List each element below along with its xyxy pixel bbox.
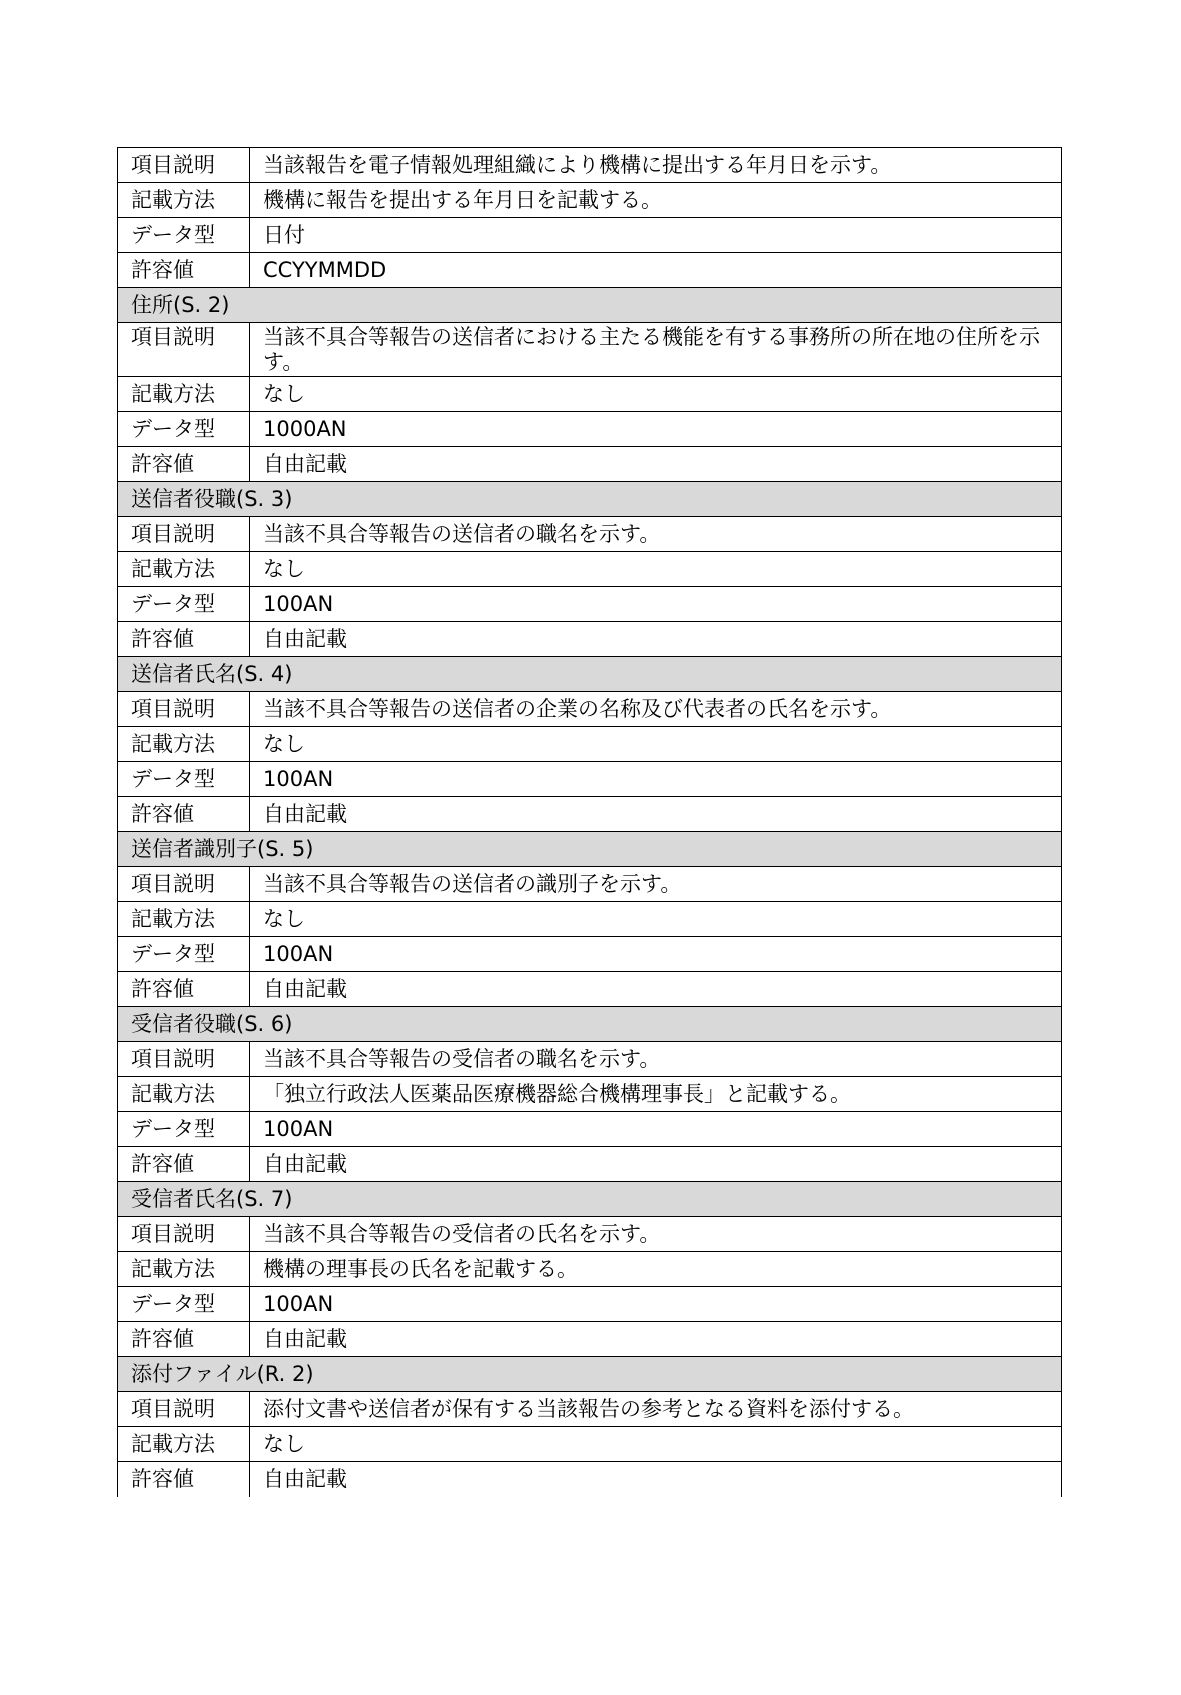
section-header-row — [118, 657, 1062, 692]
field-label: 許容値 — [118, 1147, 250, 1182]
field-label: 許容値 — [118, 972, 250, 1007]
field-value: 100AN — [250, 1287, 1062, 1322]
section-title: 送信者氏名(S. 4) — [118, 657, 1062, 692]
field-label: データ型 — [118, 1287, 250, 1322]
field-row — [118, 1147, 1062, 1182]
field-value: CCYYMMDD — [250, 253, 1062, 288]
field-spec-table — [117, 147, 1062, 1497]
field-value: なし — [250, 377, 1062, 412]
section-title: 受信者役職(S. 6) — [118, 1007, 1062, 1042]
field-label: 項目説明 — [118, 692, 250, 727]
field-value: 自由記載 — [250, 972, 1062, 1007]
field-label: 許容値 — [118, 1462, 250, 1497]
field-label: 記載方法 — [118, 727, 250, 762]
field-value: 自由記載 — [250, 1322, 1062, 1357]
section-header-row — [118, 832, 1062, 867]
field-row — [118, 1322, 1062, 1357]
field-value: 機構の理事長の氏名を記載する。 — [250, 1252, 1062, 1287]
field-value: 当該不具合等報告の送信者の職名を示す。 — [250, 517, 1062, 552]
field-value: 添付文書や送信者が保有する当該報告の参考となる資料を添付する。 — [250, 1392, 1062, 1427]
field-row — [118, 447, 1062, 482]
field-value: なし — [250, 1427, 1062, 1462]
field-value: 100AN — [250, 762, 1062, 797]
field-value: 自由記載 — [250, 1147, 1062, 1182]
section-header-row — [118, 1357, 1062, 1392]
field-value: 自由記載 — [250, 447, 1062, 482]
field-label: 項目説明 — [118, 1042, 250, 1077]
field-row — [118, 972, 1062, 1007]
field-row — [118, 253, 1062, 288]
field-row — [118, 1077, 1062, 1112]
field-label: 記載方法 — [118, 902, 250, 937]
field-row — [118, 1252, 1062, 1287]
field-row — [118, 148, 1062, 183]
field-row — [118, 1462, 1062, 1497]
field-row — [118, 867, 1062, 902]
field-row — [118, 552, 1062, 587]
field-row — [118, 902, 1062, 937]
field-label: データ型 — [118, 412, 250, 447]
section-header-row — [118, 1182, 1062, 1217]
field-value: 当該報告を電子情報処理組織により機構に提出する年月日を示す。 — [250, 148, 1062, 183]
field-row — [118, 377, 1062, 412]
section-header-row — [118, 482, 1062, 517]
field-value: 当該不具合等報告の送信者の企業の名称及び代表者の氏名を示す。 — [250, 692, 1062, 727]
field-value: 当該不具合等報告の送信者の識別子を示す。 — [250, 867, 1062, 902]
section-title: 送信者識別子(S. 5) — [118, 832, 1062, 867]
field-value: 当該不具合等報告の受信者の氏名を示す。 — [250, 1217, 1062, 1252]
field-row — [118, 1427, 1062, 1462]
field-row — [118, 762, 1062, 797]
section-header-row — [118, 288, 1062, 323]
field-row — [118, 727, 1062, 762]
field-label: 記載方法 — [118, 1427, 250, 1462]
field-row — [118, 1042, 1062, 1077]
field-label: データ型 — [118, 762, 250, 797]
field-row — [118, 517, 1062, 552]
section-title: 添付ファイル(R. 2) — [118, 1357, 1062, 1392]
field-value: 「独立行政法人医薬品医療機器総合機構理事長」と記載する。 — [250, 1077, 1062, 1112]
field-value: 機構に報告を提出する年月日を記載する。 — [250, 183, 1062, 218]
field-spec-table-body — [118, 148, 1062, 1497]
field-label: 項目説明 — [118, 323, 250, 377]
field-label: 許容値 — [118, 253, 250, 288]
field-row — [118, 1112, 1062, 1147]
field-label: 項目説明 — [118, 517, 250, 552]
field-label: 許容値 — [118, 1322, 250, 1357]
field-row — [118, 218, 1062, 253]
field-row — [118, 1287, 1062, 1322]
field-row — [118, 692, 1062, 727]
field-value: 自由記載 — [250, 1462, 1062, 1497]
field-row — [118, 1392, 1062, 1427]
field-value: なし — [250, 552, 1062, 587]
field-row — [118, 587, 1062, 622]
field-label: 許容値 — [118, 447, 250, 482]
section-header-row — [118, 1007, 1062, 1042]
field-row — [118, 412, 1062, 447]
field-label: 項目説明 — [118, 1217, 250, 1252]
field-label: 記載方法 — [118, 183, 250, 218]
field-label: 記載方法 — [118, 377, 250, 412]
field-row — [118, 323, 1062, 377]
field-value: 当該不具合等報告の送信者における主たる機能を有する事務所の所在地の住所を示す。 — [250, 323, 1062, 377]
field-label: データ型 — [118, 1112, 250, 1147]
field-value: なし — [250, 727, 1062, 762]
field-row — [118, 797, 1062, 832]
field-row — [118, 937, 1062, 972]
field-label: データ型 — [118, 587, 250, 622]
section-title: 送信者役職(S. 3) — [118, 482, 1062, 517]
field-label: 許容値 — [118, 797, 250, 832]
field-row — [118, 183, 1062, 218]
field-label: 項目説明 — [118, 867, 250, 902]
field-value: なし — [250, 902, 1062, 937]
field-value: 100AN — [250, 587, 1062, 622]
field-value: 自由記載 — [250, 622, 1062, 657]
field-label: 記載方法 — [118, 552, 250, 587]
field-label: データ型 — [118, 218, 250, 253]
section-title: 受信者氏名(S. 7) — [118, 1182, 1062, 1217]
field-label: 項目説明 — [118, 148, 250, 183]
field-label: 項目説明 — [118, 1392, 250, 1427]
field-row — [118, 622, 1062, 657]
field-label: 記載方法 — [118, 1252, 250, 1287]
field-value: 100AN — [250, 1112, 1062, 1147]
field-value: 自由記載 — [250, 797, 1062, 832]
field-label: 許容値 — [118, 622, 250, 657]
section-title: 住所(S. 2) — [118, 288, 1062, 323]
field-label: 記載方法 — [118, 1077, 250, 1112]
field-value: 100AN — [250, 937, 1062, 972]
field-value: 日付 — [250, 218, 1062, 253]
field-label: データ型 — [118, 937, 250, 972]
field-value: 当該不具合等報告の受信者の職名を示す。 — [250, 1042, 1062, 1077]
field-value: 1000AN — [250, 412, 1062, 447]
field-row — [118, 1217, 1062, 1252]
